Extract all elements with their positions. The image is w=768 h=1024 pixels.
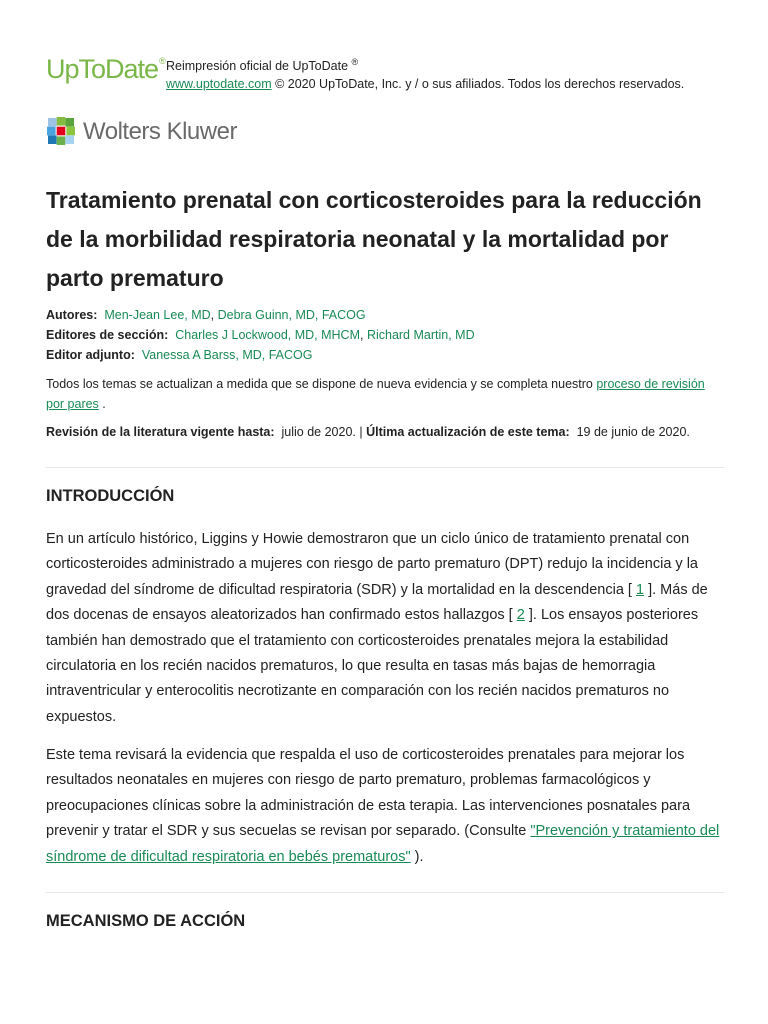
intro-paragraph-1: En un artículo histórico, Liggins y Howie demostraron que un ciclo único de tratamiento prenatal con corticosteroides administrado a mujeres con riesgo de parto prematuro (DPT) redujo la incidencia y la gravedad del síndrome de dificultad respiratoria (SDR) y la mortalidad en la descendencia [ 1 ]. Más de dos docenas de ensayos aleatorizados han confirmado estos hallazgos [ 2 ]. Los ensayos posteriores también han demostrado que el tratamiento con corticosteroides prenatales mejora la estabilidad circulatoria en los recién nacidos prematuros, lo que resulta en tasas más bajas de hemorragia intraventricular y enterocolitis necrotizante en comparación con los recién nacidos prematuros no expuestos. <box>46 531 708 725</box>
review-dates: Revisión de la literatura vigente hasta: julio de 2020. | Última actualización de este tema: 19 de junio de 2020. <box>46 425 690 439</box>
section-editors-line: Editores de sección: Charles J Lockwood, MD, MHCM, Richard Martin, MD <box>46 328 475 342</box>
article-title: Tratamiento prenatal con corticosteroides para la reducción de la morbilidad respiratoria neonatal y la mortalidad por parto prematuro <box>46 187 702 291</box>
related-topic-link[interactable]: "Prevención y tratamiento del síndrome de dificultad respiratoria en bebés prematuros" <box>46 823 720 865</box>
header <box>46 52 724 92</box>
section-editors-label: Editores de sección: <box>46 328 169 342</box>
publisher-name: Wolters Kluwer <box>83 118 237 145</box>
section-heading-introduction: INTRODUCCIÓN <box>46 487 175 505</box>
editor-link[interactable]: Richard Martin, MD <box>366 328 475 342</box>
site-link[interactable]: www.uptodate.com <box>166 77 272 92</box>
last-update-date: 19 de junio de 2020. <box>576 425 690 439</box>
deputy-editor-line <box>46 345 724 365</box>
uptodate-logo[interactable]: UpToDate® <box>46 54 165 84</box>
reprint-notice: Reimpresión oficial de UpToDate ® www.uptodate.com © 2020 UpToDate, Inc. y / o sus afiliados. Todos los derechos reservados. <box>166 57 685 92</box>
section-heading-mechanism: MECANISMO DE ACCIÓN <box>46 912 246 930</box>
authors-line: Autores: Men-Jean Lee, MD, Debra Guinn, MD, FACOG <box>46 308 366 322</box>
copyright: © 2020 UpToDate, Inc. y / o sus afiliados. Todos los derechos reservados. <box>271 77 685 92</box>
last-update-label: Última actualización de este tema: <box>366 425 570 439</box>
reference-link[interactable]: 1 <box>635 581 645 598</box>
reprint-line: Reimpresión oficial de UpToDate <box>166 59 349 74</box>
divider <box>46 892 724 893</box>
editor-link[interactable]: Charles J Lockwood, MD, MHCM <box>175 328 360 342</box>
author-link[interactable]: Debra Guinn, MD, FACOG <box>217 308 366 322</box>
divider <box>46 467 724 468</box>
deputy-editor-link[interactable]: Vanessa A Barss, MD, FACOG <box>141 348 313 362</box>
reference-link[interactable]: 2 <box>516 607 525 624</box>
lit-review-label: Revisión de la literatura vigente hasta: <box>46 425 275 439</box>
peer-review-link[interactable]: proceso de revisión por pares <box>46 377 705 411</box>
intro-paragraph-2: Este tema revisará la evidencia que respalda el uso de corticosteroides prenatales para mejorar los resultados neonatales en mujeres con riesgo de parto prematuro, problemas farmacológicos y preocupaciones clínicas sobre la administración de esta terapia. Las intervenciones posnatales para prevenir y tratar el SDR y sus secuelas se revisan por separado. (Consulte "Prevención y tratamiento del síndrome de dificultad respiratoria en bebés prematuros" ). <box>46 747 720 865</box>
authors-label: Autores: <box>46 308 98 322</box>
wolters-kluwer-mark-icon <box>46 116 76 146</box>
author-link[interactable]: Men-Jean Lee, MD <box>104 308 211 322</box>
deputy-editor-label: Editor adjunto: <box>46 348 135 362</box>
update-note: Todos los temas se actualizan a medida que se dispone de nueva evidencia y se completa nuestro proceso de revisión por pares . <box>46 377 705 411</box>
lit-review-date: julio de 2020. <box>281 425 356 439</box>
